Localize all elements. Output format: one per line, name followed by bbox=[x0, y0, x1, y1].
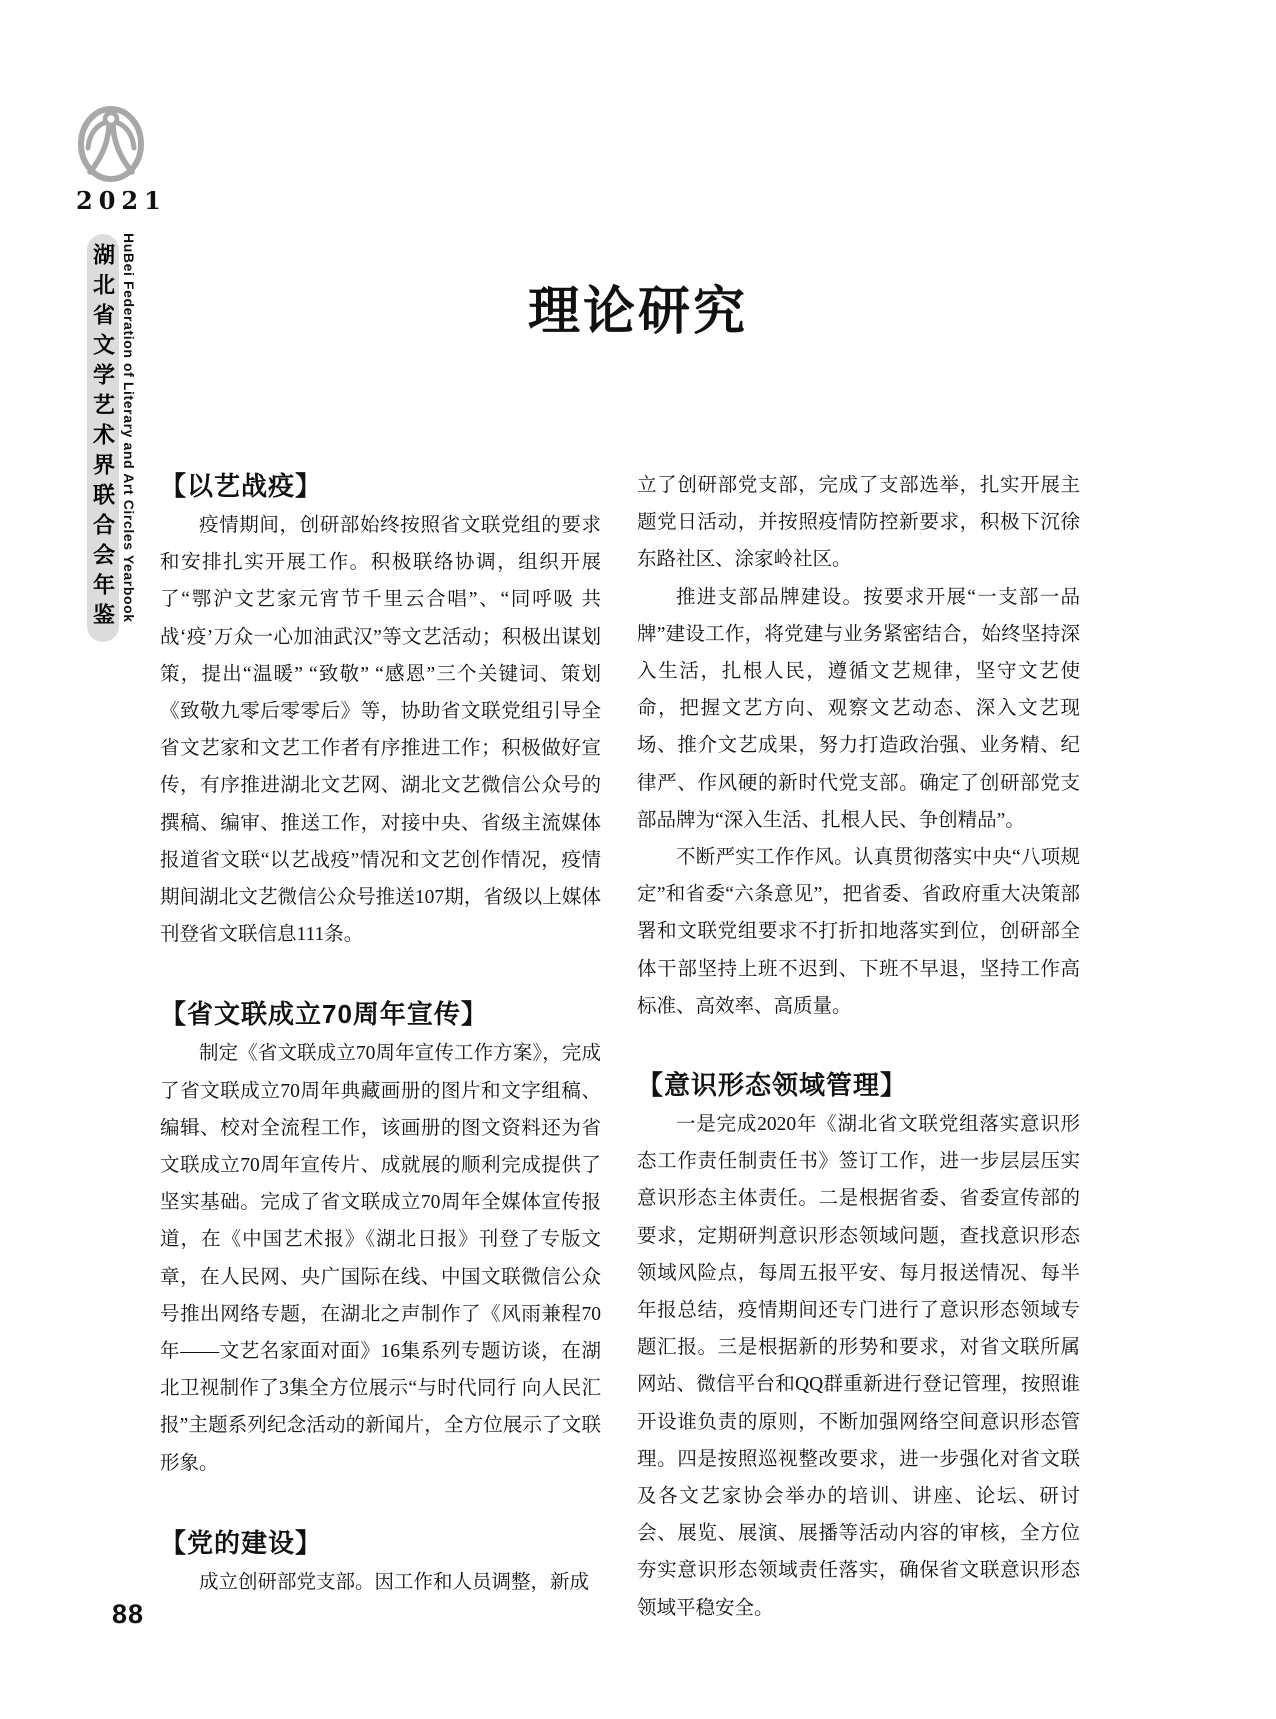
paragraph: 推进支部品牌建设。按要求开展“一支部一品牌”建设工作，将党建与业务紧密结合，始终坚持深入生活，扎根人民，遵循文艺规律，坚守文艺使命，把握文艺方向、观察文艺动态、深入文艺现场、推介文艺成果，努力打造政治强、业务精、纪律严、作风硬的新时代党支部。确定了创研部党支部品牌为“深入生活、扎根人民、争创精品”。 bbox=[637, 586, 1080, 831]
paragraph: 疫情期间，创研部始终按照省文联党组的要求和安排扎实开展工作。积极联络协调，组织开展了“鄂沪文艺家元宵节千里云合唱”、“同呼吸 共战‘疫’万众一心加油武汉”等文艺活动；积极出谋划策，提出“温暖” “致敬” “感恩”三个关键词、策划《致敬九零后零零后》等，协助省文联党组引导全省文艺家和文艺工作者有序推进工作；积极做好宣传，有序推进湖北文艺网、湖北文艺微信公众号的撰稿、编审、推送工作，对接中央、省级主流媒体报道省文联“以艺战疫”情况和文艺创作情况，疫情期间湖北文艺微信公众号推送107期，省级以上媒体刊登省文联信息111条。 bbox=[160, 515, 601, 946]
sidebar-title-cn: 湖北省文学艺术界联合会年鉴 bbox=[90, 243, 116, 633]
section-heading: 【意识形态领域管理】 bbox=[637, 1070, 908, 1101]
section-heading: 【党的建设】 bbox=[160, 1527, 323, 1558]
section-heading: 【以艺战疫】 bbox=[160, 471, 323, 501]
section-ideology-management bbox=[637, 1066, 1080, 1627]
continuation-paragraph: 立了创研部党支部，完成了支部选举，扎实开展主题党日活动，并按照疫情防控新要求，积极下沉徐东路社区、涂家岭社区。 bbox=[637, 475, 1080, 571]
emblem-year-label: 2021 bbox=[76, 186, 167, 215]
sidebar-title-en: HuBei Federation of Literary and Art Circles Yearbook bbox=[121, 233, 137, 623]
section-heading: 【省文联成立70周年宣传】 bbox=[160, 999, 488, 1030]
left-column bbox=[160, 467, 601, 1601]
page-title: 理论研究 bbox=[527, 283, 748, 341]
section-70th-anniversary-publicity bbox=[160, 995, 601, 1481]
yearbook-emblem bbox=[76, 104, 167, 215]
paragraph: 制定《省文联成立70周年宣传工作方案》，完成了省文联成立70周年典藏画册的图片和文字组稿、编辑、校对全流程工作，该画册的图文资料还为省文联成立70周年宣传片、成就展的顺利完成提供了坚实基础。完成了省文联成立70周年全媒体宣传报道，在《中国艺术报》《湖北日报》刊登了专版文章，在人民网、央广国际在线、中国文联微信公众号推出网络专题，在湖北之声制作了《风雨兼程70年——文艺名家面对面》16集系列专题访谈，在湖北卫视制作了3集全方位展示“与时代同行 向人民汇报”主题系列纪念活动的新闻片，全方位展示了文联形象。 bbox=[160, 1043, 601, 1474]
paragraph: 成立创研部党支部。因工作和人员调整，新成 bbox=[199, 1571, 590, 1593]
section-party-building bbox=[160, 1524, 601, 1601]
right-column bbox=[637, 467, 1080, 1627]
section-art-against-epidemic bbox=[160, 467, 601, 953]
federation-emblem-icon bbox=[77, 104, 145, 184]
page-number: 88 bbox=[112, 1599, 145, 1629]
paragraph: 不断严实工作作风。认真贯彻落实中央“八项规定”和省委“六条意见”，把省委、省政府重大决策部署和文联党组要求不打折扣地落实到位，创研部全体干部坚持上班不迟到、下班不早退，坚持工作高标准、高效率、高质量。 bbox=[637, 847, 1080, 1017]
paragraph: 一是完成2020年《湖北省文联党组落实意识形态工作责任制责任书》签订工作，进一步层层压实意识形态主体责任。二是根据省委、省委宣传部的要求，定期研判意识形态领域问题，查找意识形态领域风险点，每周五报平安、每月报送情况、每半年报总结，疫情期间还专门进行了意识形态领域专题汇报。三是根据新的形势和要求，对省文联所属网站、微信平台和QQ群重新进行登记管理，按照谁开设谁负责的原则，不断加强网络空间意识形态管理。四是按照巡视整改要求，进一步强化对省文联及各文艺家协会举办的培训、讲座、论坛、研讨会、展览、展演、展播等活动内容的审核，全方位夯实意识形态领域责任落实，确保省文联意识形态领域平稳安全。 bbox=[637, 1114, 1080, 1619]
